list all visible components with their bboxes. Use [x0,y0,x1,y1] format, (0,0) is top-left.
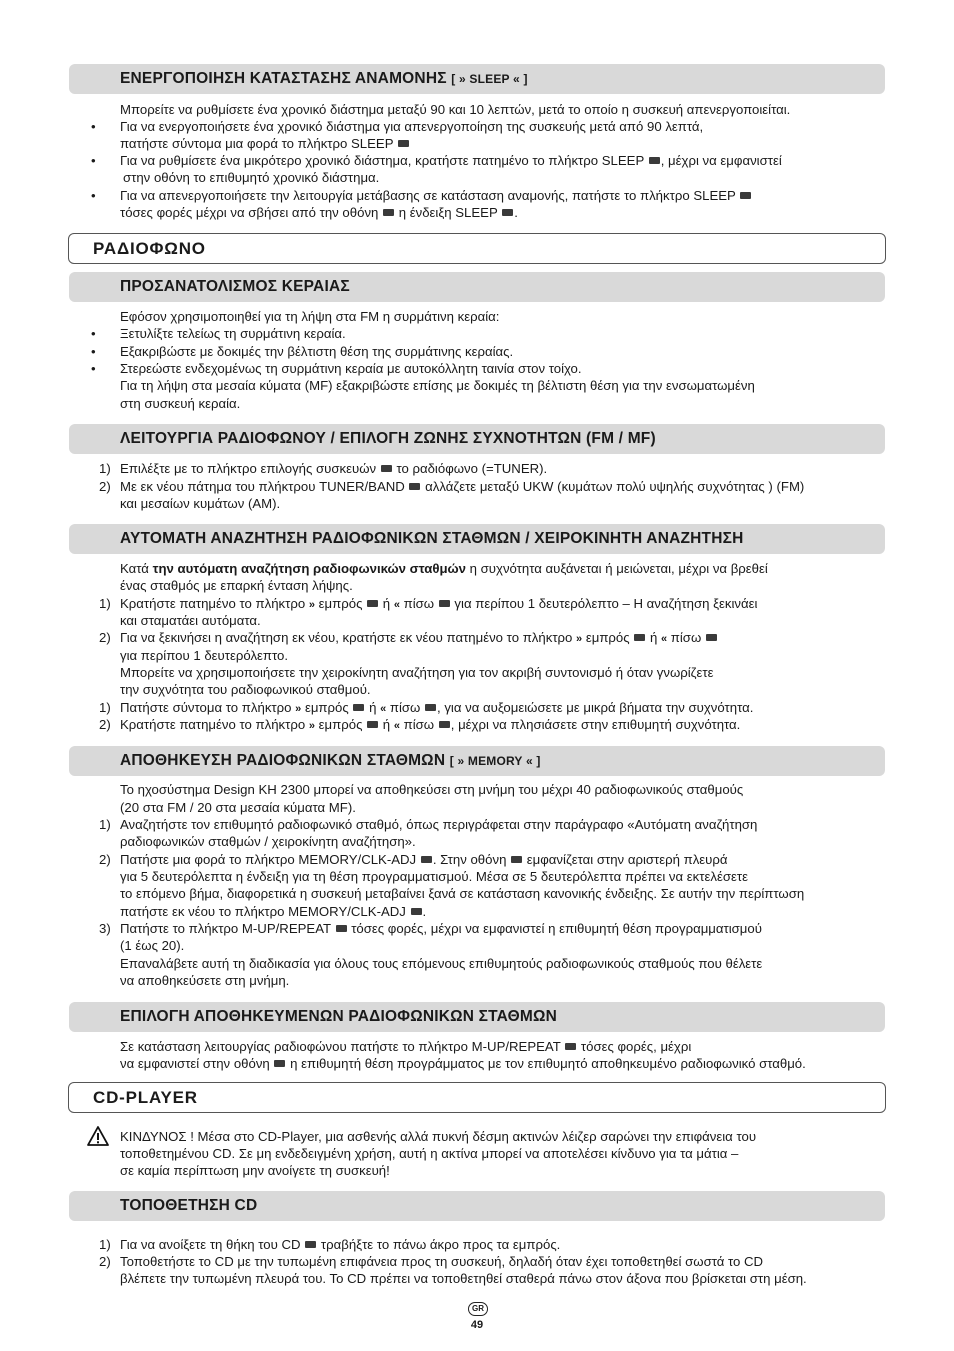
step-number: 2) [99,630,111,645]
forward-key-icon [634,634,645,641]
back-arrow-icon: « [393,599,400,611]
section-header-memory: ΑΠΟΘΗΚΕΥΣΗ ΡΑΔΙΟΦΩΝΙΚΩΝ ΣΤΑΘΜΩΝ [ » MEMORY « ] [69,746,885,776]
forward-key-icon [367,600,378,607]
sleep-key-icon [398,140,409,147]
back-arrow-icon: « [380,703,387,715]
antenna-mw-2: στη συσκευή κεραία. [120,396,241,411]
search-auto-step-2b: για περίπου 1 δευτερόλεπτο. [120,648,289,663]
step-number: 2) [99,479,111,494]
forward-arrow-icon: » [308,599,315,611]
step-number: 1) [99,1237,111,1252]
m-up-key-icon [336,925,347,932]
forward-arrow-icon: » [576,633,583,645]
antenna-mw-1: Για τη λήψη στα μεσαία κύματα (MF) εξακριβώστε επίσης με δοκιμές τη βέλτιστη θέση για την ενσωματωμένη [120,378,755,393]
memory-step-2a: Πατήστε μια φορά το πλήκτρο MEMORY/CLK-ADJ . Στην οθόνη εμφανίζεται στην αριστερή πλευρά [120,852,728,867]
memory-step-1b: ραδιοφωνικών σταθμών / χειροκίνητη αναζήτηση». [120,834,416,849]
step-number: 1) [99,461,111,476]
forward-key-icon [353,704,364,711]
bullet-icon: • [91,119,96,134]
bullet-icon: • [91,361,96,376]
memory-key-icon [411,908,422,915]
antenna-intro: Εφόσον χρησιμοποιηθεί για τη λήψη στα FM η συρμάτινη κεραία: [120,309,500,324]
memory-step-3d: να αποθηκεύσετε στη μνήμη. [120,973,290,988]
memory-step-3b: (1 έως 20). [120,938,185,953]
section-header-antenna: ΠΡΟΣΑΝΑΤΟΛΙΣΜΟΣ ΚΕΡΑΙΑΣ [69,272,885,302]
sleep-bullet-3a: Για να απενεργοποιήσετε την λειτουργία μετάβασης σε κατάσταση αναμονής, πατήστε το πλήκτρο SLEEP [120,187,752,204]
cd-tray-icon [305,1241,316,1248]
search-manual-step-2: Κρατήστε πατημένο το πλήκτρο » εμπρός ή « πίσω , μέχρι να πλησιάσετε στην επιθυμητή συχνότητα. [120,717,741,732]
forward-arrow-icon: » [308,720,315,732]
sleep-bullet-1a: Για να ενεργοποιήσετε ένα χρονικό διάστημα για απενεργοποίηση της συσκευής μετά από 90 λεπτά, [120,119,704,134]
band-step-2b: και μεσαίων κυμάτων (AM). [120,496,281,511]
search-auto-step-1b: και σταματάει αυτόματα. [120,613,261,628]
memory-step-3c: Επαναλάβετε αυτή τη διαδικασία για όλους τους επόμενους επιθυμητούς ραδιοφωνικούς σταθμούς που θέλετε [120,956,763,971]
tuner-band-key-icon [409,483,420,490]
step-number: 1) [99,596,111,611]
memory-intro-2: (20 στα FM / 20 στα μεσαία κύματα MF). [120,800,356,815]
step-number: 2) [99,1254,111,1269]
search-manual-step-1: Πατήστε σύντομα το πλήκτρο » εμπρός ή « πίσω , για να αυξομειώσετε με μικρά βήματα την συχνότητα. [120,700,754,715]
back-key-icon [439,600,450,607]
insert-step-2b: βλέπετε την τυπωμένη πλευρά του. Το CD πρέπει να τοποθετηθεί σταθερά πάνω στον άξονα που βρίσκεται στη μέση. [120,1271,807,1286]
chapter-radio: ΡΑΔΙΟΦΩΝΟ [68,233,886,264]
bullet-icon: • [91,188,96,203]
sleep-key-icon [649,157,660,164]
back-key-icon [439,721,450,728]
sleep-key-icon [502,209,513,216]
sleep-bullet-1b: πατήστε σύντομα μια φορά το πλήκτρο SLEEP [120,135,410,152]
search-auto-step-2: Για να ξεκινήσει η αναζήτηση εκ νέου, κρατήστε εκ νέου πατημένο το πλήκτρο » εμπρός ή « πίσω [120,629,718,648]
warning-line-1: ΚΙΝΔΥΝΟΣ ! Μέσα στο CD-Player, μια ασθενής αλλά πυκνή δέσμη ακτινών λέιζερ σαρώνει την επιφάνεια του [120,1129,757,1144]
warning-icon [87,1126,109,1146]
memory-key-icon [421,856,432,863]
memory-step-1a: Αναζητήστε τον επιθυμητό ραδιοφωνικό σταθμό, όπως περιγράφεται στην παράγραφο «Αυτόματη αναζήτηση [120,817,758,832]
memory-step-2d: πατήστε εκ νέου το πλήκτρο MEMORY/CLK-ADJ . [120,904,427,919]
step-number: 2) [99,852,111,867]
back-arrow-icon: « [393,720,400,732]
display-icon [383,209,394,216]
section-header-search: ΑΥΤΟΜΑΤΗ ΑΝΑΖΗΤΗΣΗ ΡΑΔΙΟΦΩΝΙΚΩΝ ΣΤΑΘΜΩΝ / ΧΕΙΡΟΚΙΝΗΤΗ ΑΝΑΖΗΤΗΣΗ [69,524,885,554]
forward-arrow-icon: » [295,703,302,715]
step-number: 1) [99,700,111,715]
bullet-icon: • [91,153,96,168]
section-header-select: ΕΠΙΛΟΓΗ ΑΠΟΘΗΚΕΥΜΕΝΩΝ ΡΑΔΙΟΦΩΝΙΚΩΝ ΣΤΑΘΜΩΝ [69,1002,885,1032]
warning-line-3: σε καμία περίπτωση μην ανοίγετε τη συσκευή! [120,1163,390,1178]
back-key-icon [425,704,436,711]
memory-step-2b: για 5 δευτερόλεπτα η ένδειξη για τη θέση προγραμματισμού. Μέσα σε 5 δευτερόλεπτα πρέπει να εκτελέσετε [120,869,748,884]
search-manual-2: την συχνότητα του ραδιοφωνικού σταθμού. [120,682,371,697]
search-intro-2: ένας σταθμός με επαρκή ένταση λήψης. [120,578,353,593]
search-auto-step-1: Κρατήστε πατημένο το πλήκτρο » εμπρός ή « πίσω για περίπου 1 δευτερόλεπτο – Η αναζήτηση ξεκινάει [120,596,758,611]
memory-intro-1: Το ηχοσύστημα Design KH 2300 μπορεί να αποθηκεύσει στη μνήμη του μέχρι 40 ραδιοφωνικούς σταθμούς [120,782,744,797]
search-intro-1: Κατά την αυτόματη αναζήτηση ραδιοφωνικών σταθμών η συχνότητα αυξάνεται ή μειώνεται, μέχρι να βρεθεί [120,561,768,576]
language-badge: GR [468,1302,488,1316]
memory-step-3a: Πατήστε το πλήκτρο M-UP/REPEAT τόσες φορές, μέχρι να εμφανιστεί η επιθυμητή θέση προγραμματισμού [120,921,762,936]
insert-step-2a: Τοποθετήστε το CD με την τυπωμένη επιφάνεια προς τη συσκευή, δηλαδή όταν έχει τοποθετηθεί σωστά το CD [120,1254,764,1269]
band-step-1: Επιλέξτε με το πλήκτρο επιλογής συσκευών το ραδιόφωνο (=TUNER). [120,461,548,476]
sleep-bullet-3b: τόσες φορές μέχρι να σβήσει από την οθόνη η ένδειξη SLEEP . [120,205,518,220]
antenna-bullet-2: Εξακριβώστε με δοκιμές την βέλτιστη θέση της συρμάτινης κεραίας. [120,344,514,359]
bullet-icon: • [91,326,96,341]
sleep-intro: Μπορείτε να ρυθμίσετε ένα χρονικό διάστημα μεταξύ 90 και 10 λεπτών, μετά το οποίο η συσκευή απενεργοποιείται. [120,102,791,117]
source-key-icon [381,465,392,472]
sleep-key-icon [740,192,751,199]
antenna-bullet-1: Ξετυλίξτε τελείως τη συρμάτινη κεραία. [120,326,346,341]
insert-step-1: Για να ανοίξετε τη θήκη του CD τραβήξτε το πάνω άκρο προς τα εμπρός. [120,1237,561,1252]
step-number: 3) [99,921,111,936]
memory-step-2c: το επόμενο βήμα, διαφορετικά η συσκευή μεταβαίνει ξανά σε κατάσταση κανονικής ένδειξης. Σε αυτήν την περίπτωση [120,886,805,901]
chapter-cd-player: CD-PLAYER [68,1082,886,1113]
m-up-key-icon [565,1043,576,1050]
section-header-insert-cd: ΤΟΠΟΘΕΤΗΣΗ CD [69,1191,885,1221]
forward-key-icon [367,721,378,728]
warning-line-2: τοποθετημένου CD. Σε μη ενδεδειγμένη χρήση, αυτή η ακτίνα μπορεί να αποτελέσει κίνδυνο για τα μάτια – [120,1146,739,1161]
display-icon [511,856,522,863]
step-number: 2) [99,717,111,732]
antenna-bullet-3: Στερεώστε ενδεχομένως τη συρμάτινη κεραία με αυτοκόλλητη ταινία στον τοίχο. [120,361,582,376]
section-header-sleep: ΕΝΕΡΓΟΠΟΙΗΣΗ ΚΑΤΑΣΤΑΣΗΣ ΑΝΑΜΟΝΗΣ [ » SLEEP « ] [69,64,885,94]
band-step-2a: Με εκ νέου πάτημα του πλήκτρου TUNER/BAND αλλάζετε μεταξύ UKW (κυμάτων πολύ υψηλής συχνότητας ) (FM) [120,479,805,494]
back-arrow-icon: « [660,633,668,645]
section-header-band: ΛΕΙΤΟΥΡΓΙΑ ΡΑΔΙΟΦΩΝΟΥ / ΕΠΙΛΟΓΗ ΖΩΝΗΣ ΣΥΧΝΟΤΗΤΩΝ (FM / MF) [69,424,885,454]
select-line-1: Σε κατάσταση λειτουργίας ραδιοφώνου πατήστε το πλήκτρο M-UP/REPEAT τόσες φορές, μέχρι [120,1039,692,1054]
select-line-2: να εμφανιστεί στην οθόνη η επιθυμητή θέση προγράμματος με τον επιθυμητό αποθηκευμένο ραδιοφωνικό σταθμό. [120,1056,806,1071]
search-manual-1: Μπορείτε να χρησιμοποιήσετε την χειροκίνητη αναζήτηση για τον ακριβή συντονισμό ή όταν γνωρίζετε [120,665,714,680]
back-key-icon [706,634,717,641]
sleep-bullet-2b: στην οθόνη το επιθυμητό χρονικό διάστημα. [123,170,380,185]
bullet-icon: • [91,344,96,359]
display-icon [274,1060,285,1067]
page-number: 49 [470,1319,484,1331]
step-number: 1) [99,817,111,832]
sleep-bullet-2a: Για να ρυθμίσετε ένα μικρότερο χρονικό διάστημα, κρατήστε πατημένο το πλήκτρο SLEEP , μέχρι να εμφανιστεί [120,153,782,168]
